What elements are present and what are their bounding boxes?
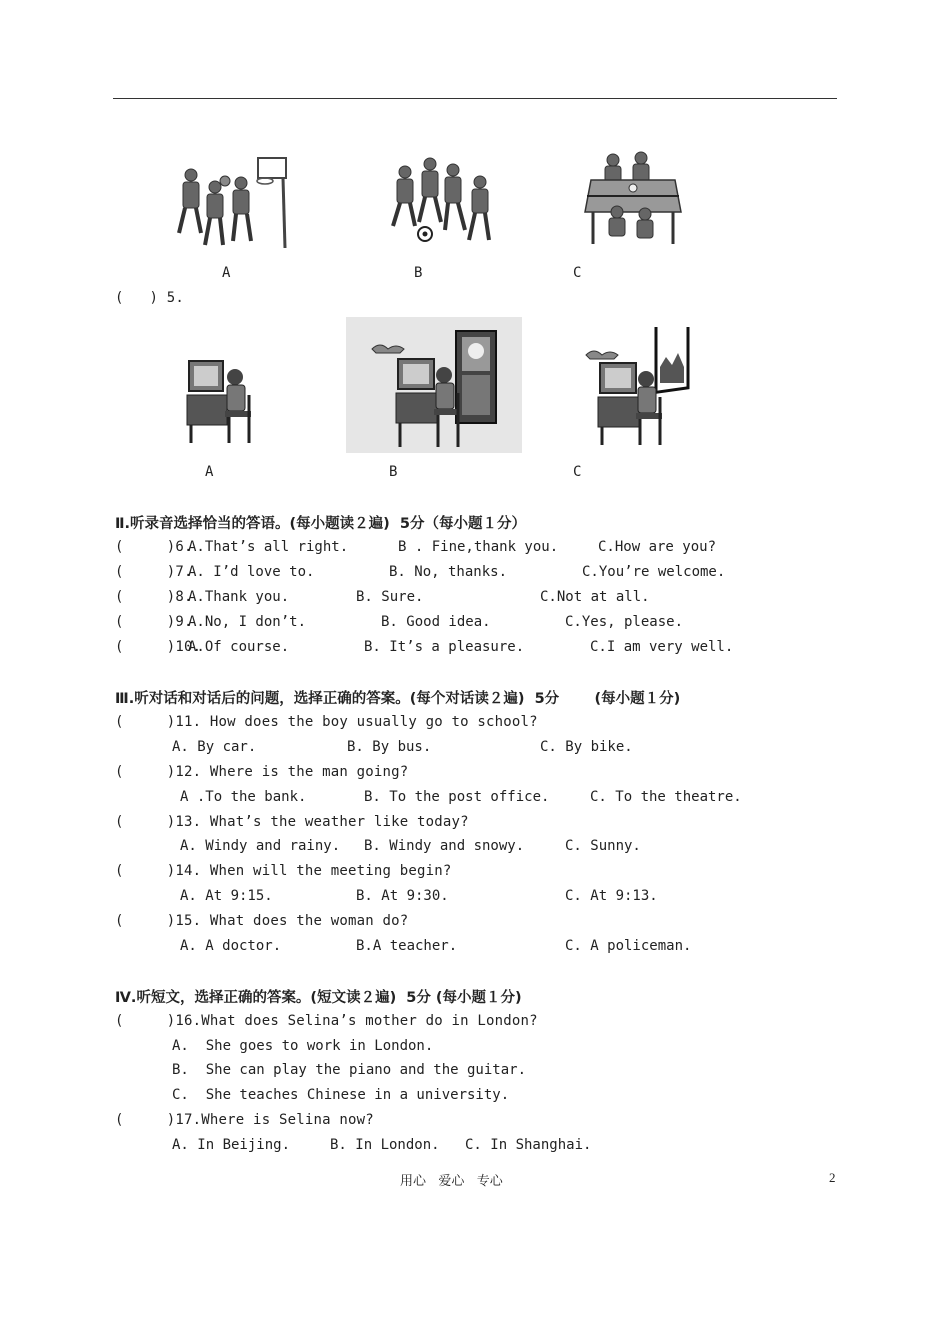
item-number: ( )9. — [115, 614, 193, 630]
option-b: B. In London. — [330, 1137, 440, 1153]
section2-heading: Ⅱ.听录音选择恰当的答语。(每小题读２遍) 5分（每小题１分） — [115, 516, 526, 532]
option-c: C.How are you? — [598, 539, 717, 555]
option-b: B.A teacher. — [356, 938, 458, 954]
item-number: ( )7. — [115, 564, 193, 580]
option-b: B . Fine,thank you. — [398, 539, 559, 555]
option-a: A. She goes to work in London. — [172, 1038, 434, 1054]
computer-user-night-window-image — [346, 317, 522, 453]
question-14: ( )14. When will the meeting begin? — [115, 863, 452, 879]
option-a: A.Thank you. — [188, 589, 290, 605]
question-16: ( )16.What does Selina’s mother do in London? — [115, 1013, 538, 1029]
q4-label-c: C — [573, 265, 582, 281]
option-c: C.Yes, please. — [565, 614, 684, 630]
section4-heading: Ⅳ.听短文，选择正确的答案。(短文读２遍) 5分 (每小题１分) — [115, 990, 522, 1006]
item-number: ( )8. — [115, 589, 193, 605]
header-rule — [113, 98, 837, 99]
option-c: C.You’re welcome. — [582, 564, 726, 580]
option-c: C. To the theatre. — [590, 789, 742, 805]
option-a: A .To the bank. — [180, 789, 307, 805]
option-a: A.Of course. — [188, 639, 290, 655]
option-b: B. Windy and snowy. — [364, 838, 525, 854]
item-number: ( )10. — [115, 639, 202, 655]
question-17: ( )17.Where is Selina now? — [115, 1112, 374, 1128]
option-a: A. In Beijing. — [172, 1137, 291, 1153]
section3-heading: Ⅲ.听对话和对话后的问题，选择正确的答案。(每个对话读２遍) 5分 (每小题１分) — [115, 691, 681, 707]
question-15: ( )15. What does the woman do? — [115, 913, 409, 929]
option-c: C.Not at all. — [540, 589, 650, 605]
option-a: A. By car. — [172, 739, 257, 755]
option-a: A. A doctor. — [180, 938, 282, 954]
question-12: ( )12. Where is the man going? — [115, 764, 409, 780]
option-b: B. She can play the piano and the guitar. — [172, 1062, 527, 1078]
option-c: C. Sunny. — [565, 838, 641, 854]
footer-text: 用心 爱心 专心 — [400, 1174, 503, 1189]
option-a: A. I’d love to. — [188, 564, 315, 580]
option-b: B. No, thanks. — [389, 564, 508, 580]
q5-label-b: B — [389, 464, 398, 480]
basketball-players-image — [163, 153, 298, 251]
computer-user-window-image — [580, 327, 692, 447]
q4-label-b: B — [414, 265, 423, 281]
computer-user-sunny-image — [183, 355, 258, 445]
option-c: C. At 9:13. — [565, 888, 658, 904]
question-13: ( )13. What’s the weather like today? — [115, 814, 469, 830]
q5-prompt: ( ) 5. — [115, 290, 185, 306]
option-a: A.No, I don’t. — [188, 614, 307, 630]
option-c: C.I am very well. — [590, 639, 734, 655]
option-a: A.That’s all right. — [188, 539, 349, 555]
option-c: C. In Shanghai. — [465, 1137, 592, 1153]
football-players-image — [385, 150, 513, 250]
option-c: C. By bike. — [540, 739, 633, 755]
option-a: A. At 9:15. — [180, 888, 273, 904]
option-b: B. Sure. — [356, 589, 424, 605]
option-c: C. A policeman. — [565, 938, 692, 954]
option-c: C. She teaches Chinese in a university. — [172, 1087, 510, 1103]
item-number: ( )6. — [115, 539, 193, 555]
ping-pong-players-image — [583, 150, 683, 248]
q5-label-c: C — [573, 464, 582, 480]
q4-label-a: A — [222, 265, 231, 281]
option-b: B. At 9:30. — [356, 888, 449, 904]
question-11: ( )11. How does the boy usually go to school? — [115, 714, 538, 730]
page-number: 2 — [829, 1170, 836, 1185]
q5-label-a: A — [205, 464, 214, 480]
option-a: A. Windy and rainy. — [180, 838, 341, 854]
option-b: B. Good idea. — [381, 614, 491, 630]
option-b: B. By bus. — [347, 739, 432, 755]
option-b: B. To the post office. — [364, 789, 550, 805]
option-b: B. It’s a pleasure. — [364, 639, 525, 655]
